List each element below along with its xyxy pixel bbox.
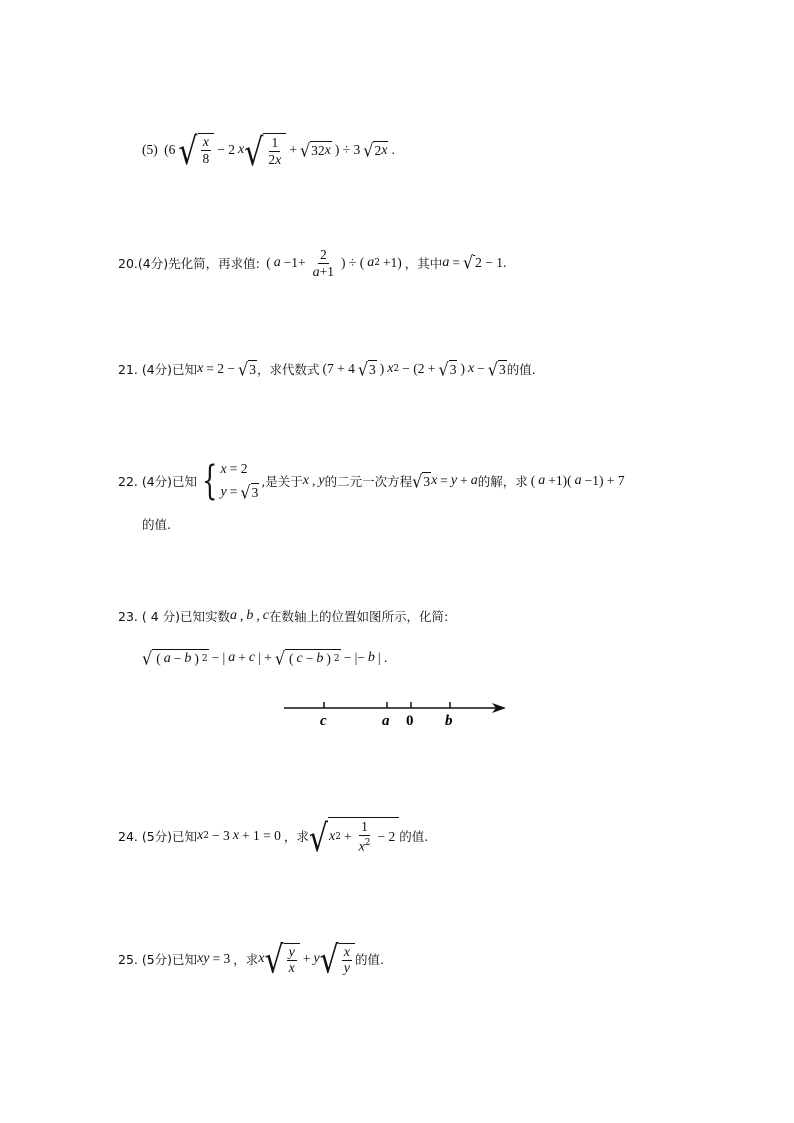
problem-20: 20.(4分)先化简，再求值: ( a −1+ $\frac{2}{a+1}$ ) ÷ ( a 2 +1) ，其中 a = √ 2 − 1. [118, 246, 507, 280]
problem-23-expr: √ ( a − b ) 2 − | a + c | + √ ( c − b ) 2 − |− b | . [142, 648, 388, 669]
problem-label: (5) [142, 142, 158, 157]
label-0: 0 [406, 713, 414, 729]
label-b: b [445, 713, 453, 729]
label-c: c [320, 713, 327, 729]
sqrt-expr: √ $\frac{1}{2x}$ [244, 133, 286, 168]
number-line [280, 694, 510, 730]
problem-22-cont: 的值. [142, 517, 171, 532]
problem-19-5: (5) (6 √ $\frac{x}{8}$ − 2 x √ $\frac{1}{2x}$ + √ 32 x ) ÷ 3 √ 2 x . [142, 130, 395, 175]
sqrt-expr: √ $\frac{x}{8}$ [178, 133, 214, 167]
problem-25: 25. (5分)已知 xy = 3 ，求 x √ $\frac{y}{x}$ + y √ $\frac{x}{y}$ 的值. [118, 938, 384, 983]
problem-24: 24. (5分)已知 x 2 − 3 x + 1 = 0 ，求 √ x 2 + $\frac{1}{x^2}$ − 2 的值. [118, 818, 429, 862]
problem-21: 21. (4分)已知 x = 2 − √ 3 ，求代数式 (7 + 4 √ 3 ) x 2 − (2 + √ 3 ) x − √ 3 的值. [118, 359, 536, 380]
label-a: a [382, 713, 390, 729]
problem-23: 23. ( 4 分)已知实数 a , b , c 在数轴上的位置如图所示，化简: [118, 608, 449, 624]
problem-22: 22. (4分)已知 { x = 2 y = √ 3 ,是关于 x , y 的二元一次方程 √ 3 x = y + a 的解，求 ( a +1)( a −1) + 7 [118, 458, 625, 504]
